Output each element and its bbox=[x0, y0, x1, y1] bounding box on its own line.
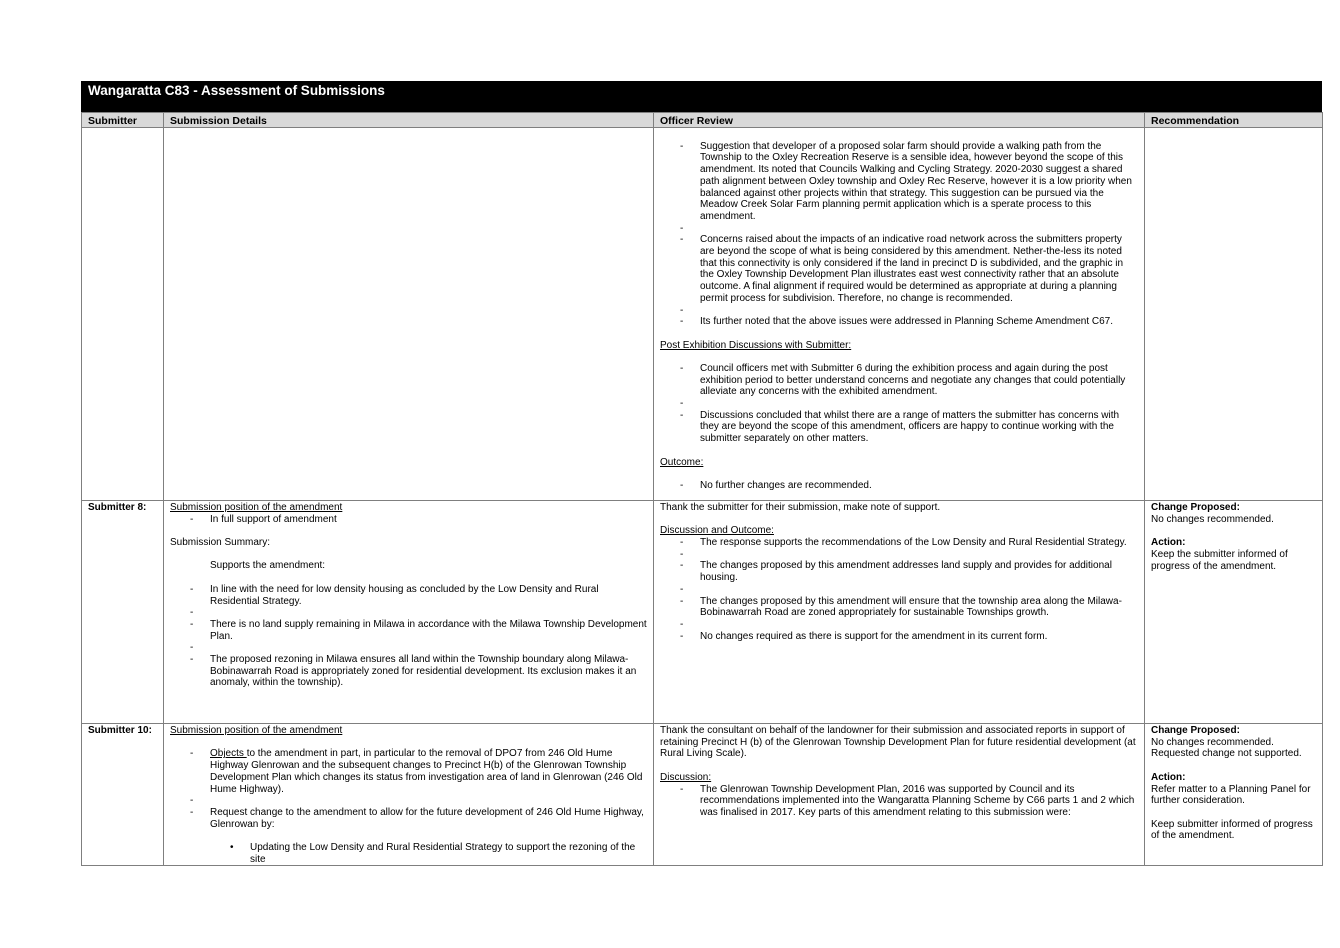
change-proposed-text: No changes recommended. bbox=[1151, 513, 1274, 525]
action-label: Action: bbox=[1151, 537, 1186, 549]
list-item: - The changes proposed by this amendment addresses land supply and provides for additional housing. bbox=[660, 560, 1138, 583]
change-proposed-text: No changes recommended. Requested change not supported. bbox=[1151, 736, 1302, 760]
header-submission-details: Submission Details bbox=[164, 113, 654, 128]
assessment-document bbox=[81, 81, 1322, 866]
list-item: - The Glenrowan Township Development Plan, 2016 was supported by Council and its recommendations implemented into the Wangaratta Planning Scheme by C66 parts 1 and 2 which was finalised in 2017. Key parts of this amendment relating to this submission were: bbox=[660, 784, 1138, 819]
submitter-cell: Submitter 8: bbox=[82, 501, 164, 724]
officer-review-cell bbox=[654, 501, 1145, 724]
list-item: - Request change to the amendment to allow for the future development of 246 Old Hume Highway, Glenrowan by: bbox=[170, 807, 647, 830]
summary-list bbox=[170, 584, 647, 689]
header-recommendation: Recommendation bbox=[1145, 113, 1323, 128]
submitter-cell: Submitter 10: bbox=[82, 724, 164, 866]
list-item: - No further changes are recommended. bbox=[660, 480, 1138, 492]
objects-word: Objects bbox=[210, 748, 247, 760]
discussion-heading: Discussion: bbox=[660, 771, 712, 783]
list-item: • Updating the Low Density and Rural Residential Strategy to support the rezoning of the site bbox=[170, 842, 647, 865]
review-list bbox=[660, 537, 1138, 642]
action-text: Keep the submitter informed of progress of the amendment. bbox=[1151, 548, 1288, 572]
submission-details-cell bbox=[164, 501, 654, 724]
discussion-outcome-heading: Discussion and Outcome: bbox=[660, 525, 774, 537]
list-item: - No changes required as there is support for the amendment in its current form. bbox=[660, 631, 1138, 643]
position-list bbox=[170, 514, 647, 526]
review-intro: Thank the consultant on behalf of the landowner for their submission and associated reports in support of retaining Precinct H (b) of the Glenrowan Township Development Plan for future residential development (at Rural Living Scale). bbox=[660, 725, 1136, 760]
table-header-row bbox=[82, 113, 1323, 128]
list-item: - Suggestion that developer of a proposed solar farm should provide a walking path from the Township to the Oxley Recreation Reserve is a sensible idea, however beyond the scope of this amendment. Its noted that Councils Walking and Cycling Strategy. 2020-2030 suggest a shared path alignment between Oxley township and Oxley Rec Reserve, however it is a low priority when balanced against other projects within that strategy. This suggestion can be pursued via the Meadow Creek Solar Farm planning permit application which is a sperate process to this amendment. bbox=[660, 141, 1138, 223]
recommendation-cell bbox=[1145, 724, 1323, 866]
action-label: Action: bbox=[1151, 771, 1186, 783]
action-text-secondary: Keep submitter informed of progress of the amendment. bbox=[1151, 818, 1313, 842]
submission-details-cell bbox=[164, 128, 654, 501]
outcome-list bbox=[660, 480, 1138, 492]
recommendation-cell bbox=[1145, 501, 1323, 724]
list-item: - Council officers met with Submitter 6 during the exhibition process and again during the post exhibition period to better understand concerns and negotiate any changes that could potentially alleviate any concerns with the exhibited amendment. bbox=[660, 363, 1138, 398]
summary-heading: Submission Summary: bbox=[170, 537, 271, 549]
position-heading: Submission position of the amendment bbox=[170, 725, 343, 736]
post-exhibition-heading: Post Exhibition Discussions with Submitter: bbox=[660, 339, 852, 351]
outcome-heading: Outcome: bbox=[660, 456, 704, 468]
list-item: - In full support of amendment bbox=[170, 514, 647, 526]
submission-details-cell bbox=[164, 724, 654, 866]
list-item: - Discussions concluded that whilst there are a range of matters the submitter has concerns with they are beyond the scope of this amendment, officers are happy to continue working with the submitter separately on other matters. bbox=[660, 410, 1138, 445]
review-list bbox=[660, 141, 1138, 328]
position-list bbox=[170, 748, 647, 830]
table-row bbox=[82, 501, 1323, 724]
summary-lead: Supports the amendment: bbox=[210, 560, 326, 572]
review-intro: Thank the submitter for their submission, make note of support. bbox=[660, 502, 941, 513]
list-item: - In line with the need for low density housing as concluded by the Low Density and Rural Residential Strategy. bbox=[170, 584, 647, 607]
header-submitter: Submitter bbox=[82, 113, 164, 128]
submitter-cell bbox=[82, 128, 164, 501]
position-heading: Submission position of the amendment bbox=[170, 502, 343, 513]
list-item: - Concerns raised about the impacts of an indicative road network across the submitters property are beyond the scope of what is being considered by this amendment. Nether-the-less its noted that this connectivity is only considered if the land in precinct D is subdivided, and the graphic in the Oxley Township Development Plan illustrates east west connectivity rather that an absolute outcome. A final alignment if required would be determined as appropriate at during a planning permit process for subdivision. Therefore, no change is recommended. bbox=[660, 234, 1138, 304]
change-proposed-label: Change Proposed: bbox=[1151, 502, 1240, 513]
action-text: Refer matter to a Planning Panel for further consideration. bbox=[1151, 783, 1311, 807]
officer-review-cell bbox=[654, 724, 1145, 866]
list-item: - The changes proposed by this amendment will ensure that the township area along the Milawa-Bobinawarrah Road are zoned appropriately for sustainable Townships growth. bbox=[660, 596, 1138, 619]
header-officer-review: Officer Review bbox=[654, 113, 1145, 128]
list-item: - There is no land supply remaining in Milawa in accordance with the Milawa Township Development Plan. bbox=[170, 619, 647, 642]
list-item: - The response supports the recommendations of the Low Density and Rural Residential Strategy. bbox=[660, 537, 1138, 549]
table-row bbox=[82, 128, 1323, 501]
document-title: Wangaratta C83 - Assessment of Submissions bbox=[81, 81, 1322, 112]
list-item: - The proposed rezoning in Milawa ensures all land within the Township boundary along Milawa-Bobinawarrah Road is appropriately zoned for residential development. Its exclusion makes it an anomaly, within the township). bbox=[170, 654, 647, 689]
bullet-list bbox=[170, 842, 647, 865]
table-row bbox=[82, 724, 1323, 866]
review-list bbox=[660, 363, 1138, 445]
objects-text: to the amendment in part, in particular to the removal of DPO7 from 246 Old Hume Highway Glenrowan and the subsequent changes to Precinct H(b) of the Glenrowan Township Development Plan which changes its status from investigation area of land in Glenrowan (246 Old Hume Highway). bbox=[210, 748, 643, 795]
submissions-table bbox=[81, 112, 1323, 866]
officer-review-cell bbox=[654, 128, 1145, 501]
list-item: - Its further noted that the above issues were addressed in Planning Scheme Amendment C67. bbox=[660, 316, 1138, 328]
review-list bbox=[660, 784, 1138, 819]
change-proposed-label: Change Proposed: bbox=[1151, 725, 1240, 736]
list-item bbox=[170, 748, 647, 795]
recommendation-cell bbox=[1145, 128, 1323, 501]
